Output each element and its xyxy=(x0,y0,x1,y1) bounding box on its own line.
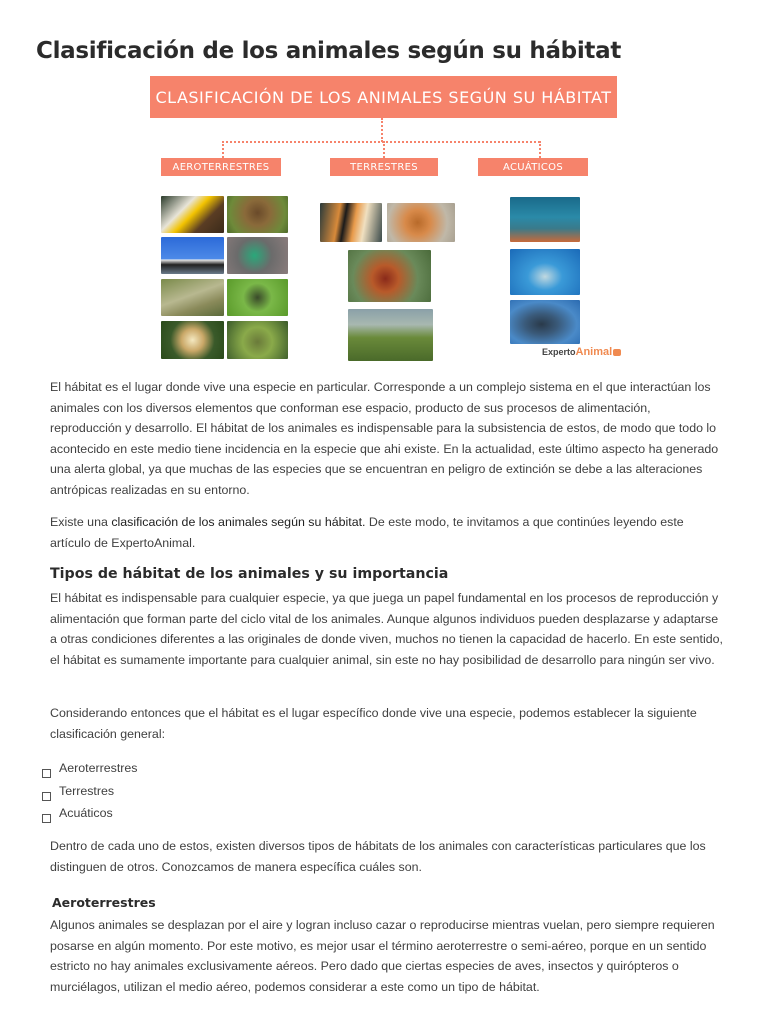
importance-paragraph: El hábitat es indispensable para cualquier especie, ya que juega un papel fundamental en los procesos de reproducción y alimentación que forman parte del ciclo vital de los animales. Aunque algunos individuos pueden desplazarse y adaptarse a otras condiciones diferentes a las originales de donde viven, muchos no tienen la capacidad de hacerlo. En este sentido, el hábitat es sumamente importante para cualquier animal, sin este no hay posibilidad de desarrollo para ningún ser vivo. xyxy=(50,591,723,667)
dragonfly-photo xyxy=(161,279,224,316)
section-heading-tipos: Tipos de hábitat de los animales y su importancia xyxy=(50,566,449,582)
category-acuaticos: ACUÁTICOS xyxy=(478,158,588,176)
eagle-photo xyxy=(161,196,224,233)
checkbox-bullet-icon xyxy=(42,792,51,801)
intro-paragraph: El hábitat es el lugar donde vive una especie en particular. Corresponde a un complejo sistema en el que interactúan los animales con los diversos elementos que conforman ese espacio, producto de sus procesos de alimentación, reproducción y desarrollo. El hábitat de los animales es indispensable para la subsistencia de estos, de modo que todo lo acontecido en este medio tiene incidencia en la especie que ahi existe. En la actualidad, este último aspecto ha generado una alerta global, ya que muchas de las especies que se encuentran en peligro de extinción se debe a las alteraciones antrópicas realizadas en su entorno. xyxy=(50,380,719,497)
classification-infographic xyxy=(150,76,620,366)
habitat-types-paragraph: Dentro de cada uno de estos, existen diversos tipos de hábitats de los animales con características particulares que los distinguen de otros. Conozcamos de manera específica cuáles son. xyxy=(50,839,706,874)
reef-fish-photo xyxy=(510,197,580,242)
category-aeroterrestres: AEROTERRESTRES xyxy=(161,158,281,176)
connector-line xyxy=(539,141,541,158)
connector-line xyxy=(222,141,540,143)
general-classification-paragraph: Considerando entonces que el hábitat es el lugar específico donde vive una especie, podemos establecer la siguiente clasificación general: xyxy=(50,706,697,741)
squirrel-photo xyxy=(387,203,455,242)
subheading-aeroterrestres: Aeroterrestres xyxy=(52,895,156,910)
owl-photo xyxy=(227,196,288,233)
grasshopper-photo xyxy=(227,321,288,359)
aeroterrestres-paragraph: Algunos animales se desplazan por el aire y logran incluso cazar o reproducirse mientras vuelan, pero siempre requieren posarse en algún momento. Por este motivo, es mejor usar el término aeroterrestre o semi-aéreo, porque en un sentido estricto no hay animales exclusivamente aéreos. Pero dado que ciertas especies de aves, insectos y quirópteros o murciélagos, utilizan el medio aéreo, podemos considerar a este como un tipo de hábitat. xyxy=(50,918,715,994)
category-terrestres: TERRESTRES xyxy=(330,158,438,176)
connector-line xyxy=(381,118,383,142)
butterfly-photo xyxy=(161,321,224,359)
tiger-photo xyxy=(320,203,382,242)
infographic-banner: CLASIFICACIÓN DE LOS ANIMALES SEGÚN SU HÁBITAT xyxy=(150,76,617,118)
whale-photo xyxy=(510,300,580,344)
hummingbird-photo xyxy=(227,237,288,274)
connector-line xyxy=(383,141,385,158)
classification-link[interactable]: clasificación de los animales según su hábitat. xyxy=(111,515,366,529)
checkbox-bullet-icon xyxy=(42,814,51,823)
connector-line xyxy=(222,141,224,158)
grassland-photo xyxy=(348,309,433,361)
paw-icon xyxy=(613,349,621,356)
dolphin-photo xyxy=(510,249,580,295)
fly-photo xyxy=(227,279,288,316)
page-title: Clasificación de los animales según su hábitat xyxy=(36,38,622,64)
expertoanimal-logo: ExpertoAnimal xyxy=(542,346,621,358)
rooster-photo xyxy=(348,250,431,302)
stork-photo xyxy=(161,237,224,274)
checkbox-bullet-icon xyxy=(42,769,51,778)
classification-paragraph: Existe una clasificación de los animales según su hábitat. De este modo, te invitamos a que continúes leyendo este artículo de ExpertoAnimal. xyxy=(50,515,684,550)
